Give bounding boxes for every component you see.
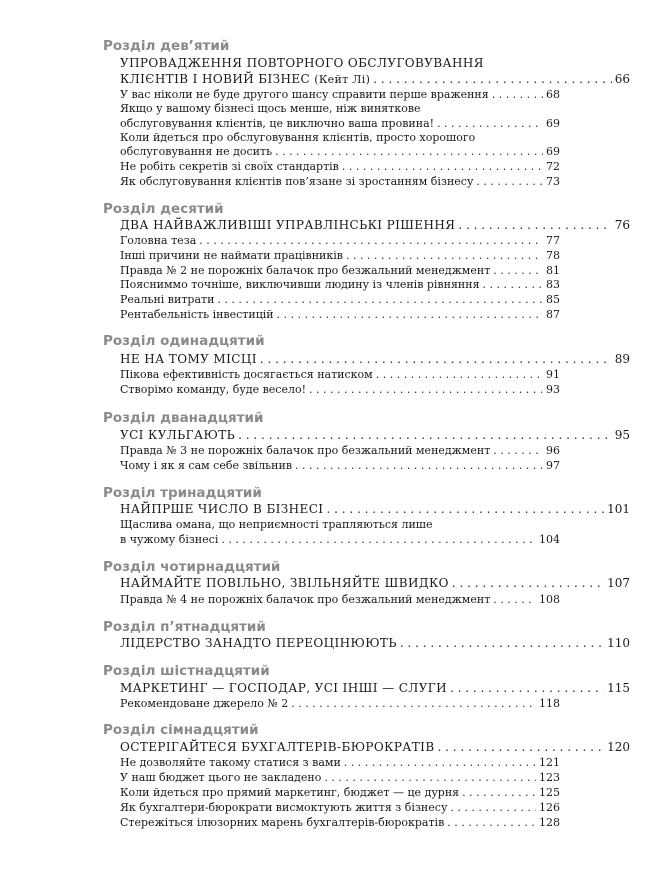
toc-entry[interactable] — [120, 801, 560, 814]
toc-entry[interactable] — [120, 697, 560, 710]
chapter-author: (Кейт Лі) — [314, 73, 371, 86]
leader-dots — [458, 218, 611, 232]
leader-dots — [476, 175, 543, 188]
page-number: 85 — [546, 293, 560, 306]
toc-entry[interactable] — [120, 459, 560, 472]
leader-dots — [450, 801, 536, 814]
toc-entry[interactable] — [120, 308, 560, 321]
toc-entry[interactable] — [120, 444, 560, 457]
page-number: 104 — [539, 533, 560, 546]
leader-dots — [492, 88, 543, 101]
leader-dots — [483, 278, 543, 291]
toc-entry[interactable] — [120, 383, 560, 396]
section-label: Розділ сімнадцятий — [103, 722, 259, 738]
page-number: 89 — [614, 352, 630, 366]
page-number: 115 — [607, 681, 630, 695]
toc-entry[interactable] — [120, 756, 560, 769]
section-label: Розділ тринадцятий — [103, 485, 262, 501]
toc-entry[interactable] — [120, 278, 560, 291]
entry-title: Правда № 4 не порожніх балачок про безжальний менеджмент — [120, 593, 491, 606]
chapter-title: ЛІДЕРСТВО ЗАНАДТО ПЕРЕОЦІНЮЮТЬ — [120, 636, 397, 650]
leader-dots — [437, 117, 543, 130]
page-number: 87 — [546, 308, 560, 321]
chapter-title: ОСТЕРІГАЙТЕСЯ БУХГАЛТЕРІВ-БЮРОКРАТІВ — [120, 740, 435, 754]
page-number: 93 — [546, 383, 560, 396]
leader-dots — [326, 502, 604, 516]
entry-title: обслуговування клієнтів, це виключно ваша провина! — [120, 117, 435, 130]
entry-title: в чужому бізнесі — [120, 533, 219, 546]
entry-title: Рекомендоване джерело № 2 — [120, 697, 289, 710]
entry-title: Не робіть секретів зі своїх стандартів — [120, 160, 339, 173]
page-number: 91 — [546, 368, 560, 381]
leader-dots — [452, 576, 604, 590]
toc-chapter-entry[interactable] — [120, 352, 630, 366]
entry-title: Інші причини не наймати працівників — [120, 249, 343, 262]
page-number: 96 — [546, 444, 560, 457]
toc-entry[interactable] — [120, 117, 560, 130]
leader-dots — [309, 383, 543, 396]
entry-title: У вас ніколи не буде другого шансу справити перше враження — [120, 88, 489, 101]
page-number: 97 — [546, 459, 560, 472]
entry-title: обслуговування не досить — [120, 145, 273, 158]
leader-dots — [342, 160, 543, 173]
toc-entry[interactable] — [120, 264, 560, 277]
section-label: Розділ п’ятнадцятий — [103, 619, 266, 635]
toc-entry[interactable] — [120, 234, 560, 247]
toc-chapter-entry[interactable] — [120, 636, 630, 650]
leader-dots — [324, 771, 536, 784]
chapter-title-line: УПРОВАДЖЕННЯ ПОВТОРНОГО ОБСЛУГОВУВАННЯ — [120, 56, 484, 70]
toc-entry[interactable] — [120, 145, 560, 158]
leader-dots — [295, 459, 543, 472]
leader-dots — [275, 145, 543, 158]
chapter-title: НАЙПРШЕ ЧИСЛО В БІЗНЕСІ — [120, 502, 324, 516]
entry-title: Чому і як я сам себе звільнив — [120, 459, 293, 472]
leader-dots — [199, 234, 543, 247]
section-label: Розділ чотирнадцятий — [103, 559, 281, 575]
page-number: 126 — [539, 801, 560, 814]
leader-dots — [346, 249, 543, 262]
entry-title: Рентабельність інвестицій — [120, 308, 274, 321]
entry-title: Як обслуговування клієнтів пов’язане зі зростанням бізнесу — [120, 175, 474, 188]
toc-entry[interactable] — [120, 88, 560, 101]
page-number: 66 — [614, 72, 630, 86]
toc-chapter-entry[interactable] — [120, 681, 630, 695]
leader-dots — [376, 368, 543, 381]
chapter-title: МАРКЕТИНГ — ГОСПОДАР, УСІ ІНШІ — СЛУГИ — [120, 681, 447, 695]
leader-dots — [277, 308, 543, 321]
toc-chapter-entry[interactable] — [120, 502, 630, 516]
entry-title: Створімо команду, буде весело! — [120, 383, 307, 396]
page-number: 128 — [539, 816, 560, 829]
toc-entry[interactable] — [120, 293, 560, 306]
toc-chapter-entry[interactable] — [120, 428, 630, 442]
page-number: 118 — [539, 697, 560, 710]
entry-title: Правда № 3 не порожніх балачок про безжальний менеджмент — [120, 444, 491, 457]
page-number: 123 — [539, 771, 560, 784]
page-number: 107 — [607, 576, 630, 590]
leader-dots — [493, 593, 536, 606]
entry-title: Не дозволяйте такому статися з вами — [120, 756, 341, 769]
page-number: 73 — [546, 175, 560, 188]
entry-title-line: Якщо у вашому бізнесі щось менше, ніж виняткове — [120, 102, 421, 115]
toc-chapter-entry[interactable] — [120, 218, 630, 232]
leader-dots — [344, 756, 536, 769]
leader-dots — [462, 786, 536, 799]
page-number: 78 — [546, 249, 560, 262]
toc-entry[interactable] — [120, 160, 560, 173]
section-label: Розділ дванадцятий — [103, 410, 264, 426]
page-number: 120 — [607, 740, 630, 754]
page-number: 72 — [546, 160, 560, 173]
section-label: Розділ шістнадцятий — [103, 663, 270, 679]
toc-entry[interactable] — [120, 368, 560, 381]
leader-dots — [493, 264, 543, 277]
toc-chapter-entry[interactable] — [120, 740, 630, 754]
page-number: 83 — [546, 278, 560, 291]
entry-title: Поясниммо точніше, виключивши людину із членів рівняння — [120, 278, 480, 291]
section-label: Розділ одинадцятий — [103, 333, 265, 349]
chapter-title: НАЙМАЙТЕ ПОВІЛЬНО, ЗВІЛЬНЯЙТЕ ШВИДКО — [120, 576, 449, 590]
page-number: 95 — [614, 428, 630, 442]
page-number: 77 — [546, 234, 560, 247]
page-number: 69 — [546, 145, 560, 158]
page-number: 76 — [614, 218, 630, 232]
chapter-title: НЕ НА ТОМУ МІСЦІ — [120, 352, 257, 366]
toc-entry[interactable] — [120, 593, 560, 606]
chapter-title: УСІ КУЛЬГАЮТЬ — [120, 428, 236, 442]
leader-dots — [450, 681, 604, 695]
entry-title: Головна теза — [120, 234, 197, 247]
leader-dots — [260, 352, 612, 366]
page-number: 101 — [607, 502, 630, 516]
entry-title-line: Коли йдеться про обслуговування клієнтів, просто хорошого — [120, 131, 476, 144]
leader-dots — [291, 697, 536, 710]
leader-dots — [438, 740, 605, 754]
entry-title: У наш бюджет цього не закладено — [120, 771, 322, 784]
entry-title: Стережіться ілюзорних марень бухгалтерів-бюрократів — [120, 816, 445, 829]
toc-entry[interactable] — [120, 249, 560, 262]
section-label: Розділ десятий — [103, 201, 224, 217]
entry-title: Як бухгалтери-бюрократи висмоктують життя з бізнесу — [120, 801, 448, 814]
entry-title: Коли йдеться про прямий маркетинг, бюджет — це дурня — [120, 786, 460, 799]
page-number: 69 — [546, 117, 560, 130]
page-number: 68 — [546, 88, 560, 101]
leader-dots — [400, 636, 604, 650]
leader-dots — [238, 428, 612, 442]
leader-dots — [447, 816, 536, 829]
toc-chapter-entry[interactable] — [120, 576, 630, 590]
entry-title: Пікова ефективність досягається натиском — [120, 368, 373, 381]
page-number: 121 — [539, 756, 560, 769]
chapter-title: ДВА НАЙВАЖЛИВІШІ УПРАВЛІНСЬКІ РІШЕННЯ — [120, 218, 456, 232]
page-number: 110 — [607, 636, 630, 650]
leader-dots — [221, 533, 536, 546]
page-number: 81 — [546, 264, 560, 277]
toc-entry[interactable] — [120, 786, 560, 799]
entry-title: Реальні витрати — [120, 293, 215, 306]
entry-title: Правда № 2 не порожніх балачок про безжальний менеджмент — [120, 264, 491, 277]
page-number: 125 — [539, 786, 560, 799]
toc-entry[interactable] — [120, 816, 560, 829]
leader-dots — [493, 444, 543, 457]
leader-dots — [217, 293, 543, 306]
leader-dots — [373, 72, 612, 86]
page-number: 108 — [539, 593, 560, 606]
section-label: Розділ дев’ятий — [103, 38, 230, 54]
toc-entry[interactable] — [120, 175, 560, 188]
toc-chapter-entry[interactable] — [120, 72, 630, 86]
entry-title-line: Щаслива омана, що неприємності трапляються лише — [120, 518, 433, 531]
toc-entry[interactable] — [120, 771, 560, 784]
chapter-title: КЛІЄНТІВ І НОВИЙ БІЗНЕС — [120, 72, 311, 86]
toc-entry[interactable] — [120, 533, 560, 546]
